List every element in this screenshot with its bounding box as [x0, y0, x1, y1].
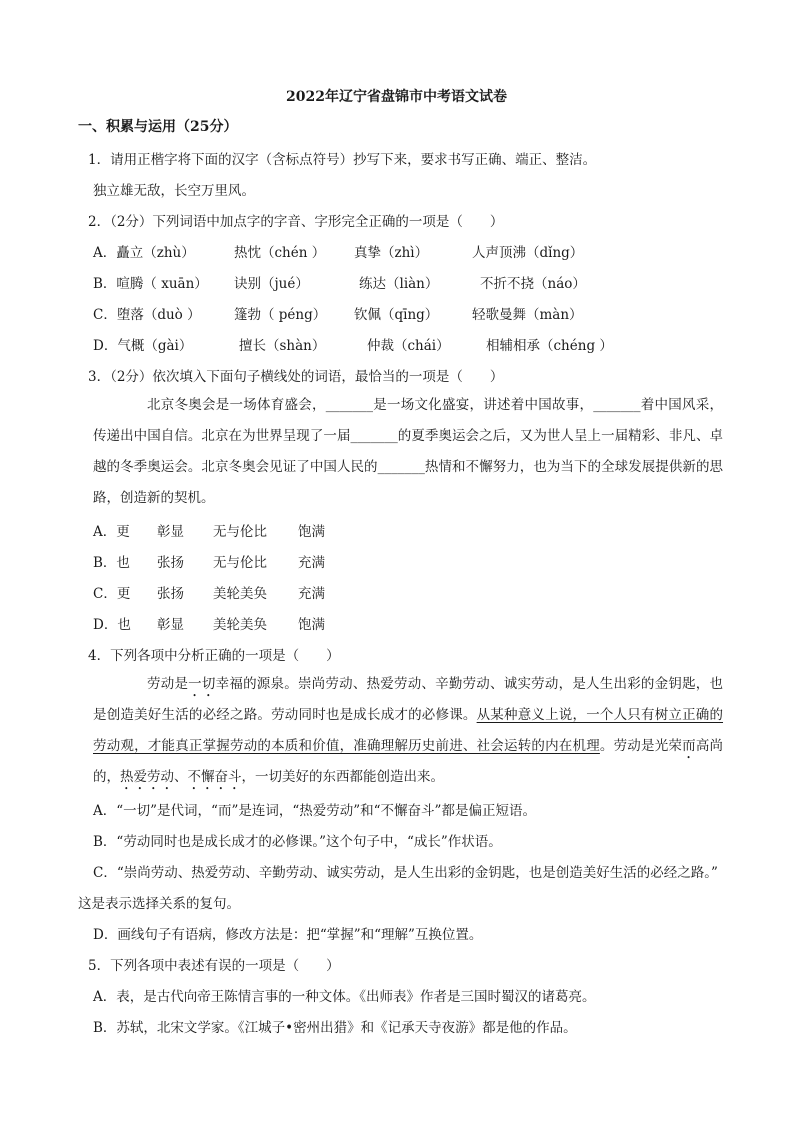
option-cell: 充满: [298, 555, 325, 571]
dotted-word: 不懈奋斗: [187, 769, 242, 785]
option-cell: 人声顶沸（dǐng）: [472, 245, 584, 261]
question-4-option-b: B．“劳动同时也是成长成才的必修课。”这个句子中，“成长”作状语。: [93, 834, 502, 850]
option-cell: 充满: [298, 586, 325, 602]
question-5-option-b: B．苏轼，北宋文学家。《江城子•密州出猎》和《记承天寺夜游》都是他的作品。: [93, 1020, 577, 1036]
option-cell: 饱满: [298, 617, 325, 633]
question-4-option-a: A．“一切”是代词，“而”是连词，“热爱劳动”和“不懈奋斗”都是偏正短语。: [93, 803, 536, 819]
option-cell: 饱满: [298, 524, 325, 540]
question-1-text: 独立雄无敌，长空万里风。: [93, 183, 255, 199]
section-heading: 一、积累与运用（25分）: [78, 119, 238, 135]
option-cell: 仲裁（chái）: [367, 338, 450, 354]
option-cell: B．也: [93, 555, 130, 571]
option-cell: D．也: [93, 617, 131, 633]
option-cell: 彰显: [157, 617, 184, 633]
option-cell: B．喧腾（ xuān）: [93, 276, 208, 292]
option-cell: C．堕落（duò ）: [93, 307, 201, 323]
question-5-option-a: A．表，是古代向帝王陈情言事的一种文体。《出师表》作者是三国时蜀汉的诸葛亮。: [93, 989, 596, 1005]
passage-text: 、: [174, 769, 188, 785]
question-3-stem: 3．（2分）依次填入下面句子横线处的词语，最恰当的一项是（ ）: [88, 369, 504, 385]
option-cell: 无与伦比: [213, 524, 267, 540]
passage-text: 劳动是: [147, 676, 189, 692]
option-cell: 诀别（jué）: [234, 276, 309, 292]
option-cell: A．更: [93, 524, 130, 540]
option-cell: 相辅相承（chéng ）: [486, 338, 613, 354]
option-cell: 彰显: [157, 524, 184, 540]
dotted-word: 热爱劳动: [120, 769, 174, 785]
option-cell: 钦佩（qīng）: [354, 307, 439, 323]
option-cell: 美轮美奂: [213, 617, 267, 633]
dotted-word: 而: [682, 738, 696, 754]
option-cell: 张扬: [157, 586, 184, 602]
passage-text: 幸福的源泉。崇尚劳动、热爱劳动、辛勤劳动、诚实劳动，是人生出彩的金钥匙，也是创造美好生活的必经之路。劳动同时也是成长成才的必修课。: [93, 676, 724, 723]
question-4-option-c-continued: 这是表示选择关系的复句。: [78, 896, 240, 912]
option-cell: D．气概（gài）: [93, 338, 193, 354]
underlined-sentence: 从某种意义上说，一个人只有树立正确的劳动观，才能真正掌握劳动的本质和价值，准确理解历史前进、社会运转的内在机理: [93, 707, 724, 754]
option-cell: 轻歌曼舞（màn）: [472, 307, 583, 323]
question-4-option-c: C．“崇尚劳动、热爱劳动、辛勤劳动、诚实劳动，是人生出彩的金钥匙，也是创造美好生活的必经之路。”: [93, 865, 718, 881]
option-cell: C．更: [93, 586, 131, 602]
question-4-stem: 4．下列各项中分析正确的一项是（ ）: [88, 648, 340, 664]
passage-text: ，一切美好的东西都能创造出来。: [241, 769, 444, 785]
question-2-stem: 2．（2分）下列词语中加点字的字音、字形完全正确的一项是（ ）: [88, 214, 504, 230]
option-cell: 擅长（shàn）: [239, 338, 326, 354]
question-3-passage: 北京冬奥会是一场体育盛会，_______是一场文化盛宴，讲述着中国故事，_______着中国风采，传递出中国自信。北京在为世界呈现了一届_______的夏季奥运会之后，又为世人呈上一届精彩、非凡、卓越的冬季奥运会。北京冬奥会见证了中国人民的_______热情和不懈努力，也为当下的全球发展提供新的思路，创造新的契机。: [93, 397, 723, 506]
option-cell: 篷勃（ péng）: [234, 307, 327, 323]
question-5-stem: 5．下列各项中表述有误的一项是（ ）: [88, 958, 340, 974]
option-cell: 练达（liàn）: [359, 276, 439, 292]
option-cell: 无与伦比: [213, 555, 267, 571]
option-cell: 美轮美奂: [213, 586, 267, 602]
passage-text: 。劳动是光荣: [599, 738, 683, 754]
option-cell: 热忱（chén ）: [234, 245, 326, 261]
option-cell: 张扬: [157, 555, 184, 571]
question-4-passage: [93, 669, 723, 793]
option-cell: A．矗立（zhù）: [93, 245, 195, 261]
option-cell: 真挚（zhì）: [354, 245, 429, 261]
passage-text: 高尚的，: [93, 738, 724, 785]
option-cell: 不折不挠（náo）: [480, 276, 586, 292]
dotted-word: 一切: [188, 676, 216, 692]
document-title: 2022年辽宁省盘锦市中考语文试卷: [286, 89, 507, 105]
question-1-stem: 1．请用正楷字将下面的汉字（含标点符号）抄写下来，要求书写正确、端正、整洁。: [88, 152, 597, 168]
question-4-option-d: D．画线句子有语病，修改方法是：把“掌握”和“理解”互换位置。: [93, 927, 483, 943]
